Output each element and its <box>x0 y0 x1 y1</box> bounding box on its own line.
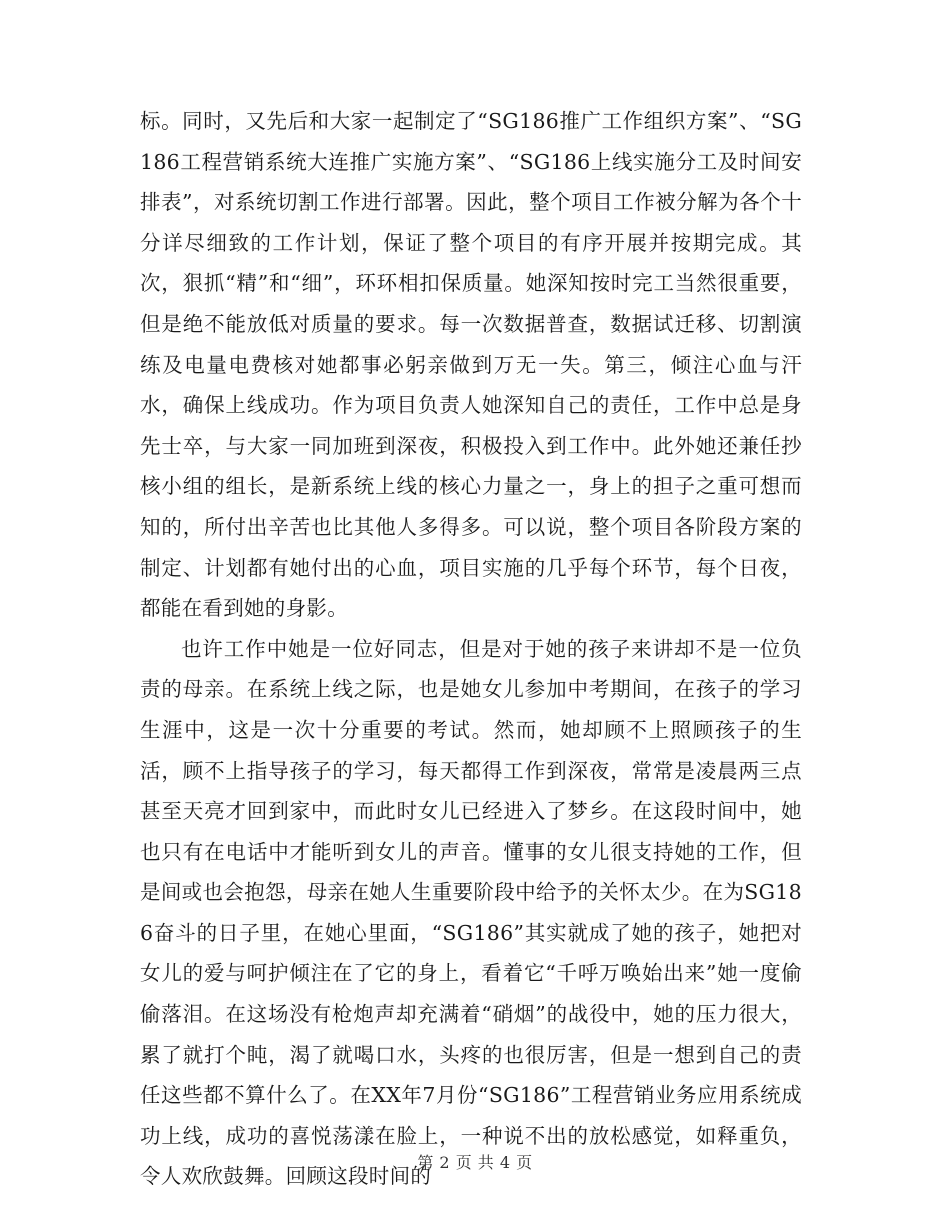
document-body <box>140 101 802 1197</box>
paragraph-1: 标。同时，又先后和大家一起制定了“SG186推广工作组织方案”、“SG186工程营销系统大连推广实施方案”、“SG186上线实施分工及时间安排表”，对系统切割工作进行部署。因此，整个项目工作被分解为各个十分详尽细致的工作计划，保证了整个项目的有序开展并按期完成。其次，狠抓“精”和“细”，环环相扣保质量。她深知按时完工当然很重要，但是绝不能放低对质量的要求。每一次数据普查，数据试迁移、切割演练及电量电费核对她都事必躬亲做到万无一失。第三，倾注心血与汗水，确保上线成功。作为项目负责人她深知自己的责任，工作中总是身先士卒，与大家一同加班到深夜，积极投入到工作中。此外她还兼任抄核小组的组长，是新系统上线的核心力量之一，身上的担子之重可想而知的，所付出辛苦也比其他人多得多。可以说，整个项目各阶段方案的制定、计划都有她付出的心血，项目实施的几乎每个环节，每个日夜，都能在看到她的身影。 <box>140 109 802 621</box>
page-number-footer: 第 2 页 共 4 页 <box>417 1153 533 1172</box>
paragraph-2: 也许工作中她是一位好同志，但是对于她的孩子来讲却不是一位负责的母亲。在系统上线之际，也是她女儿参加中考期间，在孩子的学习生涯中，这是一次十分重要的考试。然而，她却顾不上照顾孩子的生活，顾不上指导孩子的学习，每天都得工作到深夜，常常是凌晨两三点甚至天亮才回到家中，而此时女儿已经进入了梦乡。在这段时间中，她也只有在电话中才能听到女儿的声音。懂事的女儿很支持她的工作，但是间或也会抱怨，母亲在她人生重要阶段中给予的关怀太少。在为SG186奋斗的日子里，在她心里面，“SG186”其实就成了她的孩子，她把对女儿的爱与呵护倾注在了它的身上，看着它“千呼万唤始出来”她一度偷偷落泪。在这场没有枪炮声却充满着“硝烟”的战役中，她的压力很大，累了就打个盹，渴了就喝口水，头疼的也很厉害，但是一想到自己的责任这些都不算什么了。在XX年7月份“SG186”工程营销业务应用系统成功上线，成功的喜悦荡漾在脸上，一种说不出的放松感觉，如释重负，令人欢欣鼓舞。回顾这段时间的 <box>140 636 802 1189</box>
